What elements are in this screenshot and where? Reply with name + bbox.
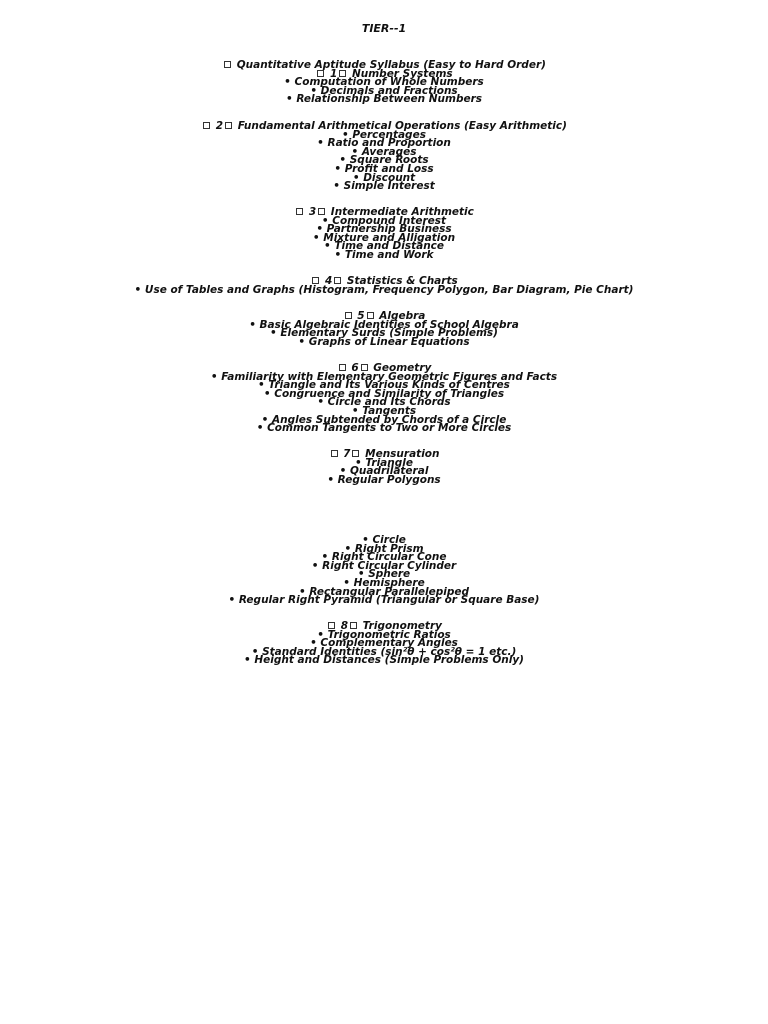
- list-item: • Computation of Whole Numbers: [284, 76, 484, 89]
- list-item: • Common Tangents to Two or More Circles: [256, 422, 512, 435]
- list-item: • Rectangular Parallelepiped: [298, 585, 470, 598]
- list-item: • Profit and Loss: [334, 162, 434, 175]
- page-title: TIER--1: [361, 22, 407, 35]
- list-item: • Compound Interest: [321, 214, 447, 227]
- section-number: 2: [215, 120, 224, 132]
- checkbox-icon: [339, 364, 346, 371]
- list-item: • Use of Tables and Graphs (Histogram, Frequency Polygon, Bar Diagram, Pie Chart): [134, 283, 634, 296]
- section-title: Mensuration: [365, 448, 440, 460]
- checkbox-icon: [350, 622, 357, 629]
- list-item: • Trigonometric Ratios: [317, 628, 451, 641]
- checkbox-icon: [334, 277, 341, 284]
- section-number: 3: [308, 206, 317, 218]
- list-item: • Angles Subtended by Chords of a Circle: [261, 413, 507, 426]
- list-item: • Hemisphere: [343, 576, 425, 589]
- section-title: Trigonometry: [362, 620, 442, 632]
- list-item: • Triangle: [355, 456, 413, 469]
- list-item: • Sphere: [357, 568, 411, 581]
- checkbox-icon: [361, 364, 368, 371]
- section-number: 7: [343, 448, 351, 460]
- list-item: • Regular Right Pyramid (Triangular or Square Base): [228, 594, 540, 607]
- section-5: [0, 312, 768, 346]
- checkbox-icon: [345, 312, 352, 319]
- list-item: • Square Roots: [339, 154, 429, 167]
- section-number: 8: [340, 620, 348, 632]
- list-item: • Decimals and Fractions: [310, 84, 458, 97]
- list-item: • Relationship Between Numbers: [285, 93, 483, 106]
- section-8: [0, 622, 768, 665]
- list-item: • Right Circular Cylinder: [311, 559, 457, 572]
- list-item: • Familiarity with Elementary Geometric Figures and Facts: [210, 370, 558, 383]
- checkbox-icon: [328, 622, 335, 629]
- checkbox-icon: [352, 450, 359, 457]
- section-title: Intermediate Arithmetic: [330, 206, 474, 218]
- section-number: 5: [357, 310, 365, 322]
- list-item: • Percentages: [342, 128, 426, 141]
- checkbox-icon: [296, 208, 303, 215]
- list-item: • Time and Distance: [323, 240, 445, 253]
- checkbox-icon: [331, 450, 338, 457]
- list-item: • Congruence and Similarity of Triangles: [263, 387, 505, 400]
- list-item: • Discount: [352, 171, 416, 184]
- list-item: • Standard Identities (sin²θ + cos²θ = 1 etc.): [251, 645, 517, 658]
- list-item: • Partnership Business: [316, 223, 452, 236]
- list-item: • Averages: [351, 145, 417, 158]
- section-7: [0, 450, 768, 484]
- section-number: 1: [330, 67, 338, 80]
- section-3: [0, 208, 768, 260]
- list-item: • Time and Work: [334, 248, 434, 261]
- checkbox-icon: [224, 61, 231, 68]
- section-title: Statistics & Charts: [346, 275, 458, 287]
- section-title: Geometry: [373, 362, 432, 374]
- list-item: • Tangents: [351, 404, 417, 417]
- list-item: • Regular Polygons: [327, 473, 441, 486]
- syllabus-heading: Quantitative Aptitude Syllabus (Easy to Hard Order): [236, 59, 546, 71]
- section-title: Number Systems: [351, 67, 453, 80]
- checkbox-icon: [312, 277, 319, 284]
- list-item: • Basic Algebraic Identities of School Algebra: [249, 318, 519, 331]
- list-item: • Ratio and Proportion: [317, 137, 451, 150]
- checkbox-icon: [203, 122, 210, 129]
- section-4: [0, 277, 768, 294]
- section-number: 6: [351, 362, 359, 374]
- section-number: 4: [324, 275, 333, 287]
- checkbox-icon: [225, 122, 232, 129]
- list-item: • Right Prism: [344, 542, 424, 555]
- section-7-continued: [0, 536, 768, 605]
- syllabus-heading-block: [0, 61, 768, 104]
- list-item: • Circle and Its Chords: [317, 396, 451, 409]
- list-item: • Graphs of Linear Equations: [298, 335, 470, 348]
- list-item: • Right Circular Cone: [321, 551, 447, 564]
- list-item: • Complementary Angles: [310, 637, 458, 650]
- list-item: • Triangle and Its Various Kinds of Centres: [258, 379, 510, 392]
- list-item: • Mixture and Alligation: [312, 231, 456, 244]
- list-item: • Height and Distances (Simple Problems Only): [244, 654, 524, 667]
- section-6: [0, 364, 768, 433]
- section-title: Algebra: [379, 310, 426, 322]
- list-item: • Simple Interest: [333, 180, 435, 193]
- checkbox-icon: [367, 312, 374, 319]
- list-item: • Circle: [362, 534, 406, 546]
- checkbox-icon: [318, 208, 325, 215]
- section-title: Fundamental Arithmetical Operations (Easy Arithmetic): [237, 120, 567, 132]
- section-2: [0, 122, 768, 191]
- list-item: • Quadrilateral: [339, 465, 429, 478]
- list-item: • Elementary Surds (Simple Problems): [269, 327, 498, 340]
